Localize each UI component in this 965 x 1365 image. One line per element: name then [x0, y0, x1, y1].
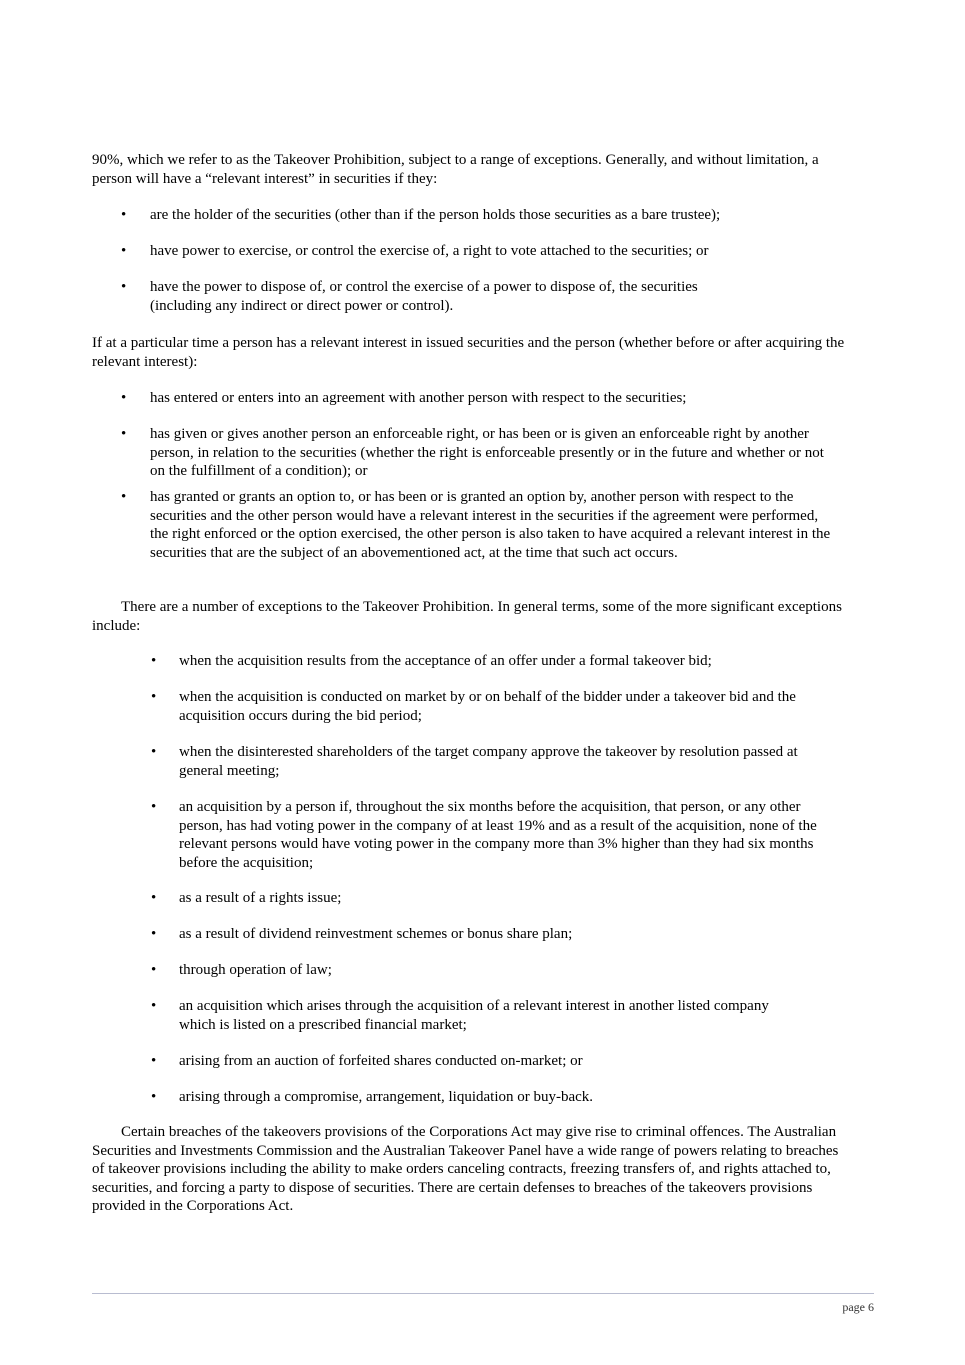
list-item-text: have the power to dispose of, or control the exercise of a power to dispose of, the securities (including any indirect or direct power or control).	[150, 279, 698, 314]
list-item-text: when the acquisition is conducted on market by or on behalf of the bidder under a takeover bid and the acquisition occurs during the bid period;	[179, 689, 796, 724]
bullet-icon: •	[151, 744, 157, 760]
bullet-icon: •	[121, 489, 127, 505]
bullet-icon: •	[151, 653, 157, 669]
bullet-icon: •	[121, 390, 127, 406]
list-item-text: as a result of a rights issue;	[179, 890, 342, 906]
list-item-text: arising through a compromise, arrangement, liquidation or buy-back.	[179, 1089, 594, 1105]
list-item-text: as a result of dividend reinvestment schemes or bonus share plan;	[179, 926, 573, 942]
bullet-icon: •	[151, 799, 157, 815]
list-item-text: has granted or grants an option to, or has been or is granted an option by, another person with respect to the securities and the other person would have a relevant interest in the securities if the agreement were performed, the right enforced or the option exercised, the other person is also taken to have acquired a relevant interest in the securities that are the subject of an abovementioned act, at the time that such act occurs.	[150, 489, 831, 561]
bullet-icon: •	[121, 279, 127, 295]
list-item-text: has given or gives another person an enforceable right, or has been or is given an enforceable right by another person, in relation to the securities (whether the right is enforceable presently or in the future and whether or not on the fulfillment of a condition); or	[150, 426, 824, 480]
bullet-icon: •	[151, 962, 157, 978]
page-number: page 6	[842, 1300, 874, 1314]
list-item-text: has entered or enters into an agreement with another person with respect to the securities;	[150, 390, 687, 406]
bullet-icon: •	[151, 926, 157, 942]
list-item-text: are the holder of the securities (other than if the person holds those securities as a bare trustee);	[150, 207, 721, 223]
bullet-icon: •	[121, 426, 127, 442]
second-paragraph: If at a particular time a person has a relevant interest in issued securities and the person (whether before or after acquiring the relevant interest):	[92, 335, 845, 370]
list-item-text: when the acquisition results from the acceptance of an offer under a formal takeover bid;	[179, 653, 712, 669]
bullet-icon: •	[121, 207, 127, 223]
bullet-icon: •	[121, 243, 127, 259]
list-item-text: have power to exercise, or control the exercise of, a right to vote attached to the securities; or	[150, 243, 709, 259]
exceptions-paragraph: There are a number of exceptions to the Takeover Prohibition. In general terms, some of the more significant exceptions include:	[92, 599, 842, 634]
closing-paragraph: Certain breaches of the takeovers provisions of the Corporations Act may give rise to criminal offences. The Australian Securities and Investments Commission and the Australian Takeover Panel have a wide range of powers relating to breaches of takeover provisions including the ability to make orders canceling contracts, freezing transfers of, and rights attached to, securities, and forcing a party to dispose of securities. There are certain defenses to breaches of the takeovers provisions provided in the Corporations Act.	[92, 1124, 839, 1215]
list-item-text: through operation of law;	[179, 962, 332, 978]
bullet-icon: •	[151, 1053, 157, 1069]
footer-divider	[92, 1293, 874, 1294]
bullet-icon: •	[151, 689, 157, 705]
list-item-text: arising from an auction of forfeited shares conducted on-market; or	[179, 1053, 583, 1069]
list-item-text: when the disinterested shareholders of the target company approve the takeover by resolution passed at general meeting;	[179, 744, 798, 779]
list-item-text: an acquisition which arises through the acquisition of a relevant interest in another listed company which is listed on a prescribed financial market;	[179, 998, 769, 1033]
intro-paragraph: 90%, which we refer to as the Takeover Prohibition, subject to a range of exceptions. Generally, and without limitation, a person will have a “relevant interest” in securities if they:	[92, 152, 819, 187]
list-item-text: an acquisition by a person if, throughout the six months before the acquisition, that person, or any other person, has had voting power in the company of at least 19% and as a result of the acquisition, none of the relevant persons would have voting power in the company more than 3% higher than they had six months before the acquisition;	[179, 799, 817, 871]
bullet-icon: •	[151, 890, 157, 906]
bullet-icon: •	[151, 998, 157, 1014]
bullet-icon: •	[151, 1089, 157, 1105]
